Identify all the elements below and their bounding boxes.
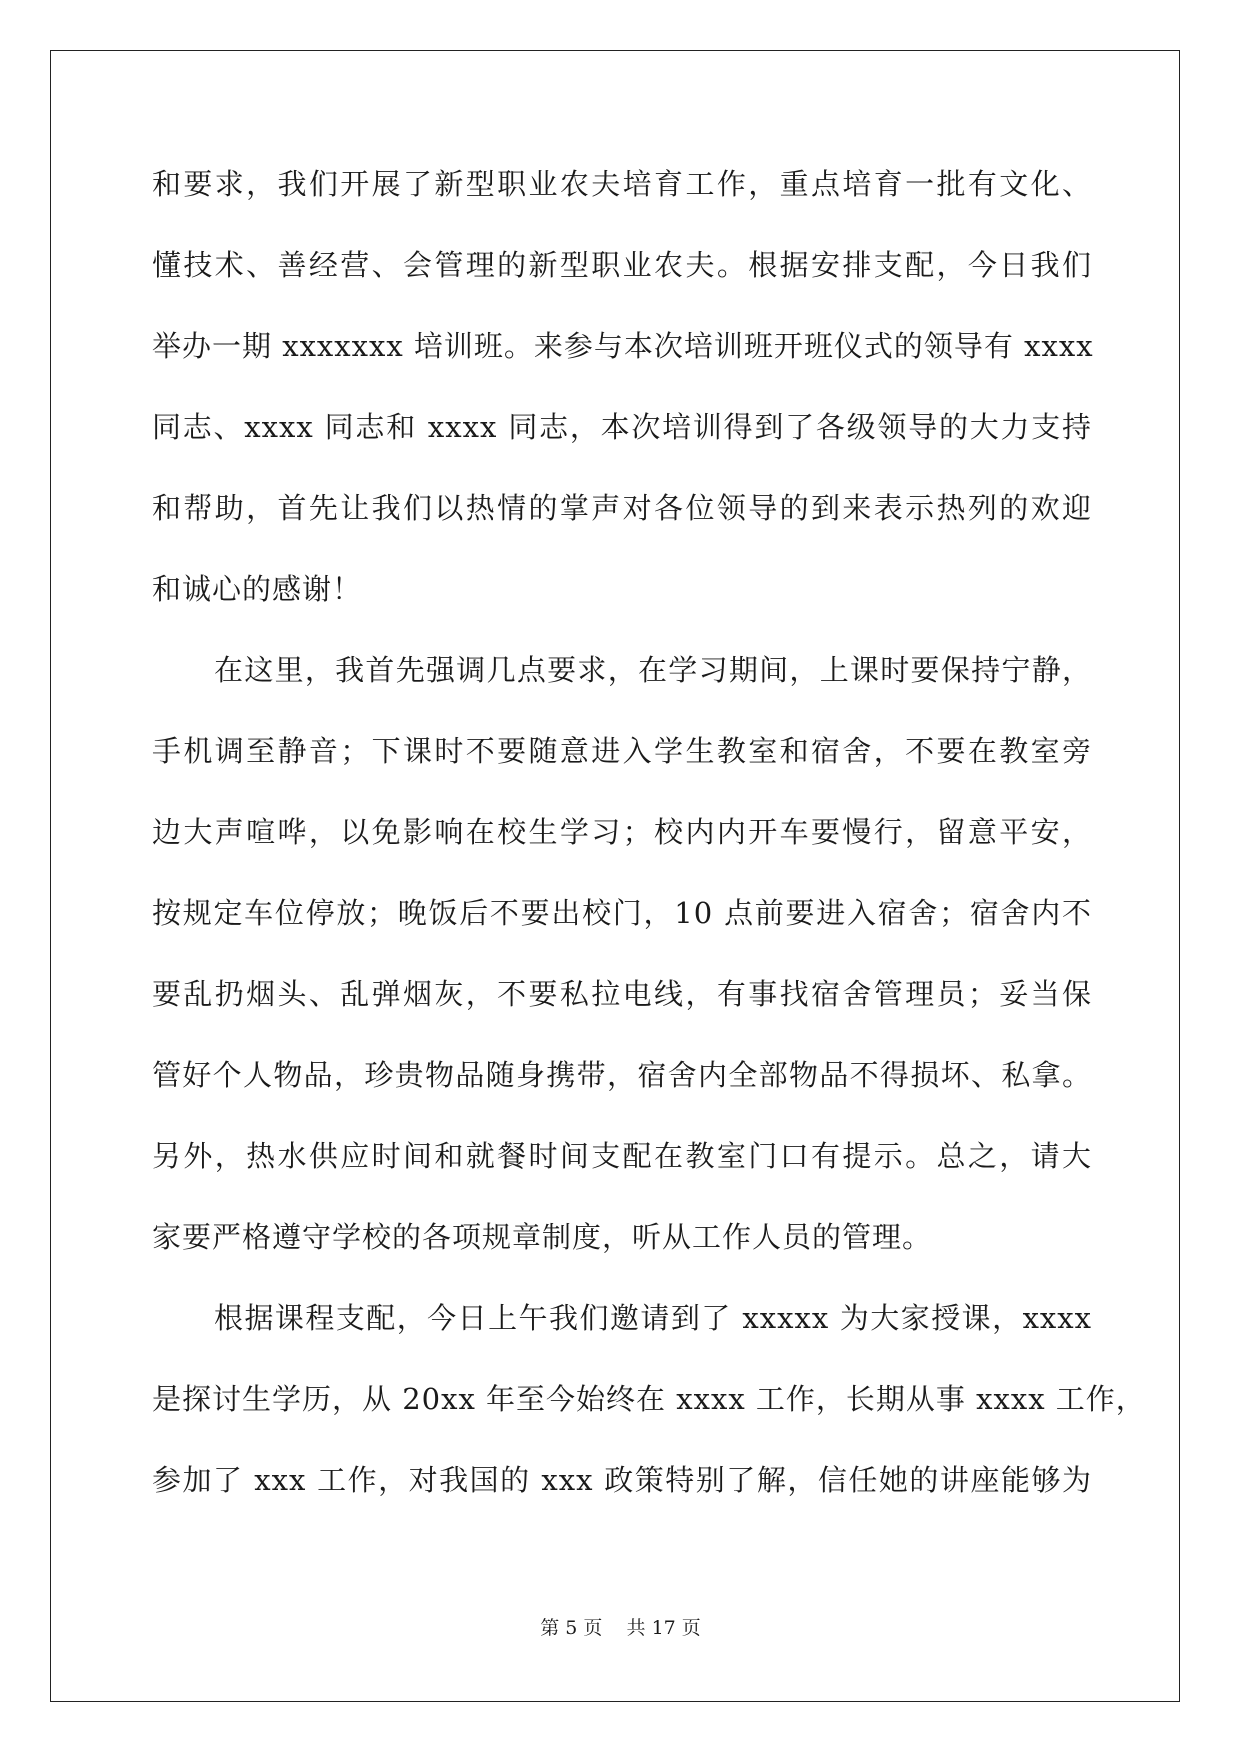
text-line: 要乱扔烟头、乱弹烟灰，不要私拉电线，有事找宿舍管理员；妥当保	[152, 977, 1092, 1011]
text-line: 参加了 xxx 工作，对我国的 xxx 政策特别了解，信任她的讲座能够为	[152, 1463, 1092, 1497]
text-line: 家要严格遵守学校的各项规章制度，听从工作人员的管理。	[152, 1220, 933, 1254]
text-line: 和要求，我们开展了新型职业农夫培育工作，重点培育一批有文化、	[152, 167, 1092, 201]
text-line: 按规定车位停放；晚饭后不要出校门，10 点前要进入宿舍；宿舍内不	[152, 896, 1092, 930]
text-line: 同志、xxxx 同志和 xxxx 同志，本次培训得到了各级领导的大力支持	[152, 410, 1092, 444]
text-line: 和诚心的感谢！	[152, 572, 363, 606]
text-line: 管好个人物品，珍贵物品随身携带，宿舍内全部物品不得损坏、私拿。	[152, 1058, 1092, 1092]
text-line: 和帮助，首先让我们以热情的掌声对各位领导的到来表示热列的欢迎	[152, 491, 1092, 525]
text-line: 手机调至静音；下课时不要随意进入学生教室和宿舍，不要在教室旁	[152, 734, 1092, 768]
text-line: 在这里，我首先强调几点要求，在学习期间，上课时要保持宁静，	[214, 653, 1092, 687]
document-body	[152, 160, 1146, 1537]
text-line: 边大声喧哗，以免影响在校生学习；校内内开车要慢行，留意平安，	[152, 815, 1092, 849]
text-line: 是探讨生学历，从 20xx 年至今始终在 xxxx 工作，长期从事 xxxx 工作，	[152, 1382, 1146, 1416]
text-line: 懂技术、善经营、会管理的新型职业农夫。根据安排支配，今日我们	[152, 248, 1092, 282]
page-number-footer: 第 5 页 共 17 页	[540, 1617, 701, 1639]
text-line: 举办一期 xxxxxxx 培训班。来参与本次培训班开班仪式的领导有 xxxx	[152, 329, 1094, 363]
text-line: 根据课程支配，今日上午我们邀请到了 xxxxx 为大家授课，xxxx	[214, 1301, 1092, 1335]
text-line: 另外，热水供应时间和就餐时间支配在教室门口有提示。总之，请大	[152, 1139, 1092, 1173]
